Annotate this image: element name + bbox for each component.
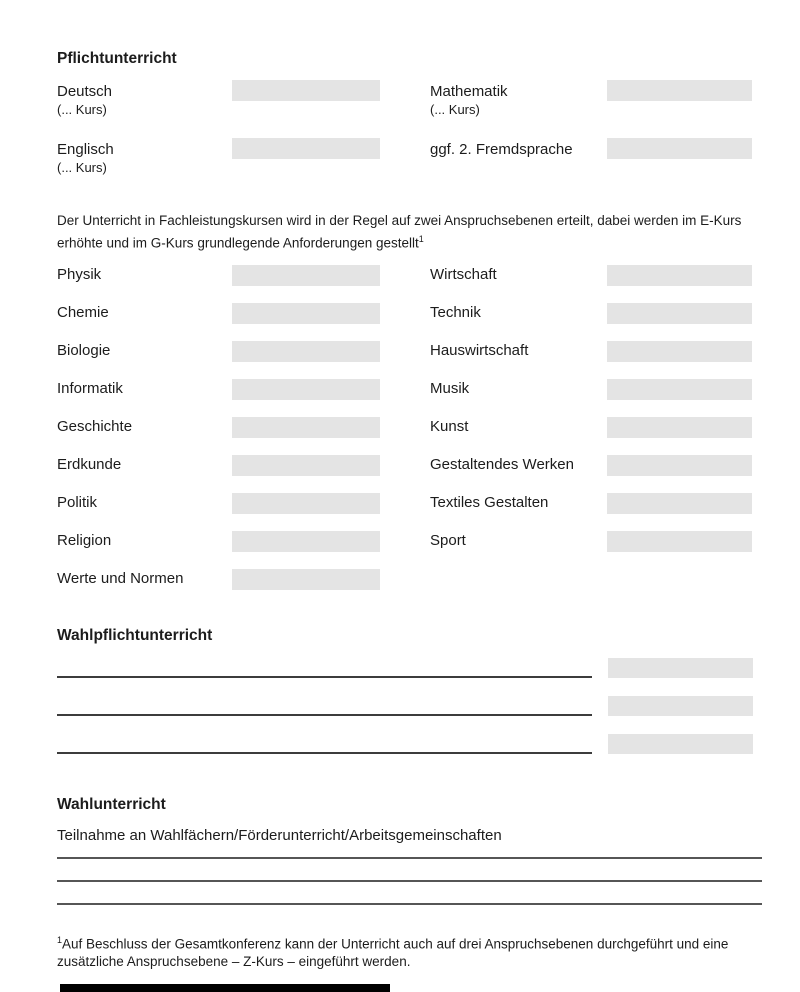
subject-label: Kunst xyxy=(430,417,469,435)
wahlpflicht-row xyxy=(57,678,762,716)
subject-row xyxy=(57,379,380,417)
grade-field[interactable] xyxy=(232,303,380,324)
grade-field[interactable] xyxy=(607,455,752,476)
grade-field[interactable] xyxy=(608,658,753,678)
subject-row xyxy=(430,455,752,493)
entry-line[interactable] xyxy=(57,903,762,905)
grade-field[interactable] xyxy=(232,531,380,552)
subject-row xyxy=(57,569,380,607)
subject-label: Erdkunde xyxy=(57,455,122,473)
subject-label: Religion xyxy=(57,531,112,549)
grade-field[interactable] xyxy=(607,341,752,362)
core-column-right xyxy=(430,80,752,196)
subject-row xyxy=(430,80,752,138)
subject-label: Hauswirtschaft xyxy=(430,341,529,359)
scan-artifact-bar xyxy=(60,984,390,992)
footnote-marker: 1 xyxy=(418,234,424,244)
subject-row xyxy=(430,417,752,455)
grade-field[interactable] xyxy=(607,417,752,438)
entry-line[interactable] xyxy=(57,714,592,716)
entry-line[interactable] xyxy=(57,752,592,754)
subject-label: Technik xyxy=(430,303,481,321)
core-column-left xyxy=(57,80,380,196)
subjects-column-right xyxy=(430,265,752,607)
subject-row xyxy=(57,303,380,341)
subject-row xyxy=(430,341,752,379)
subject-row xyxy=(57,531,380,569)
subject-row xyxy=(430,265,752,303)
subject-label: Chemie xyxy=(57,303,109,321)
grade-field[interactable] xyxy=(607,379,752,400)
section-title-pflichtunterricht: Pflichtunterricht xyxy=(57,50,177,67)
subjects-grid xyxy=(57,265,762,607)
subject-row xyxy=(430,138,752,196)
subject-label: Biologie xyxy=(57,341,111,359)
subject-label: Englisch xyxy=(57,141,114,158)
footnote-marker: 1 xyxy=(57,934,63,945)
subject-label: Politik xyxy=(57,493,98,511)
subject-label: Deutsch xyxy=(57,83,113,100)
subject-label: Wirtschaft xyxy=(430,265,497,283)
subject-row xyxy=(430,531,752,569)
subject-label: Physik xyxy=(57,265,102,283)
subject-row xyxy=(57,265,380,303)
subject-course-note: (... Kurs) xyxy=(430,102,480,117)
grade-field[interactable] xyxy=(232,80,380,101)
subject-label: Mathematik xyxy=(430,83,508,100)
grade-field[interactable] xyxy=(607,531,752,552)
subject-row xyxy=(57,455,380,493)
grade-field[interactable] xyxy=(232,569,380,590)
grade-field[interactable] xyxy=(607,138,752,159)
subject-row xyxy=(57,138,380,196)
subject-row xyxy=(430,303,752,341)
grade-field[interactable] xyxy=(232,493,380,514)
subject-label: Textiles Gestalten xyxy=(430,493,549,511)
subject-row xyxy=(57,417,380,455)
entry-line[interactable] xyxy=(57,857,762,859)
wahl-subtitle: Teilnahme an Wahlfächern/Förderunterricht/Arbeitsgemeinschaften xyxy=(57,826,502,844)
section-title-wahlunterricht: Wahlunterricht xyxy=(57,795,166,813)
subject-label: Sport xyxy=(430,531,466,549)
grade-field[interactable] xyxy=(607,80,752,101)
grade-field[interactable] xyxy=(608,734,753,754)
subject-course-note: (... Kurs) xyxy=(57,102,107,117)
grade-field[interactable] xyxy=(607,303,752,324)
subject-row xyxy=(430,493,752,531)
grade-field[interactable] xyxy=(232,417,380,438)
entry-line[interactable] xyxy=(57,676,592,678)
grade-field[interactable] xyxy=(232,265,380,286)
subject-label: Geschichte xyxy=(57,417,133,435)
subject-label: ggf. 2. Fremdsprache xyxy=(430,141,573,158)
wahlpflicht-rows xyxy=(57,645,762,754)
subject-course-note: (... Kurs) xyxy=(57,160,107,175)
subject-label: Werte und Normen xyxy=(57,569,184,587)
footnote: $^1$Auf Beschluss der Gesamtkonferenz kann der Unterricht auch auf drei Anspruchsebenen durchgeführt und eine zusätzliche Anspruchsebene – Z-Kurs – eingeführt werden. xyxy=(57,934,729,969)
grade-field[interactable] xyxy=(608,696,753,716)
grade-field[interactable] xyxy=(232,138,380,159)
course-level-note: Der Unterricht in Fachleistungskursen wird in der Regel auf zwei Anspruchsebenen erteilt, dabei werden im E-Kurs erhöhte und im G-Kurs grundlegende Anforderungen gestellt$^1$ xyxy=(57,213,742,251)
subject-label: Informatik xyxy=(57,379,123,397)
subject-label: Musik xyxy=(430,379,470,397)
grade-field[interactable] xyxy=(607,493,752,514)
grade-field[interactable] xyxy=(232,455,380,476)
subject-row xyxy=(57,493,380,531)
subject-row xyxy=(57,341,380,379)
entry-line[interactable] xyxy=(57,880,762,882)
wahlpflicht-row xyxy=(57,645,762,678)
wahlpflicht-row xyxy=(57,716,762,754)
grade-field[interactable] xyxy=(232,341,380,362)
grade-field[interactable] xyxy=(232,379,380,400)
subject-label: Gestaltendes Werken xyxy=(430,455,574,473)
subject-row xyxy=(57,80,380,138)
core-subjects-grid xyxy=(57,80,762,196)
grade-field[interactable] xyxy=(607,265,752,286)
section-title-wahlpflichtunterricht: Wahlpflichtunterricht xyxy=(57,626,213,644)
subject-row xyxy=(430,379,752,417)
subjects-column-left xyxy=(57,265,380,607)
